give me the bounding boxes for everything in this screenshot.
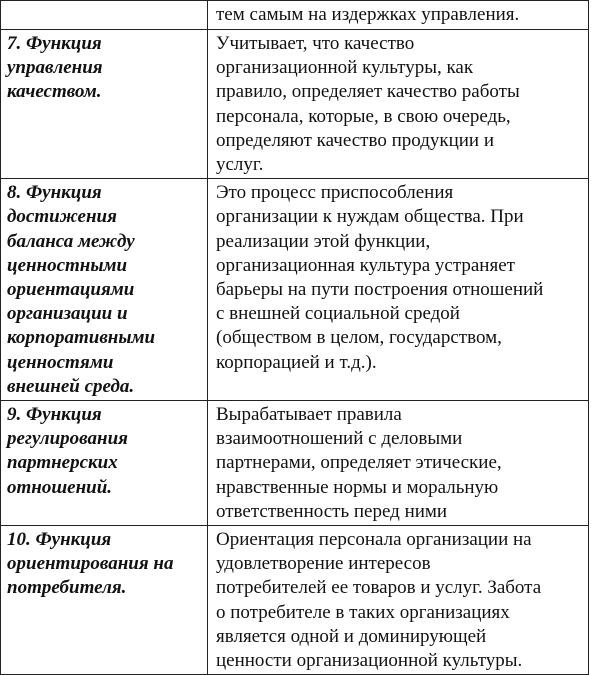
description-line: нравственные нормы и моральную: [216, 476, 499, 498]
function-description-cell: [208, 30, 589, 179]
description-line: взаимоотношений с деловыми: [216, 428, 463, 450]
function-description-cell: [208, 1, 589, 30]
function-title-line: достижения: [7, 206, 117, 228]
description-line: с внешней социальной средой: [216, 303, 460, 325]
table-row: [1, 1, 589, 30]
function-title-line: ориентациями: [7, 279, 135, 301]
description-line: ответственность перед ними: [216, 500, 448, 522]
table-row: [1, 526, 589, 675]
function-title-line: баланса между: [7, 230, 135, 252]
function-name-cell: [1, 30, 208, 179]
function-name-cell: [1, 179, 208, 401]
function-title-line: ориентирования на: [7, 553, 174, 575]
function-name-cell: [1, 1, 208, 30]
description-line: ценности организационной культуры.: [216, 650, 523, 672]
function-description-cell: [208, 401, 589, 526]
description-line: удовлетворение интересов: [216, 553, 431, 575]
description-line: реализации этой функции,: [216, 230, 431, 252]
function-description-cell: [208, 179, 589, 401]
function-name-cell: [1, 401, 208, 526]
function-title-line: управления: [7, 57, 103, 79]
description-line: организации к нуждам общества. При: [216, 206, 524, 228]
function-title-line: потребителя.: [7, 577, 127, 599]
description-line: услуг.: [216, 154, 264, 176]
function-description-cell: [208, 526, 589, 675]
description-line: определяют качество продукции и: [216, 129, 495, 151]
description-line: Это процесс приспособления: [216, 182, 454, 204]
function-title-line: ценностями: [7, 351, 114, 373]
function-title-line: партнерских: [7, 452, 118, 474]
function-title-line: внешней среда.: [7, 375, 135, 397]
description-line: корпорацией и т.д.).: [216, 351, 377, 373]
function-title-line: 8. Функция: [7, 182, 102, 204]
table-row: [1, 401, 589, 526]
table-row: [1, 179, 589, 401]
description-line: правило, определяет качество работы: [216, 81, 520, 103]
description-line: (обществом в целом, государством,: [216, 327, 502, 349]
function-title-line: организации и: [7, 303, 128, 325]
description-line: персонала, которые, в свою очередь,: [216, 105, 511, 127]
function-title-line: 9. Функция: [7, 404, 102, 426]
description-line: Учитывает, что качество: [216, 33, 415, 54]
function-title-line: 10. Функция: [7, 529, 112, 551]
description-line: партнерами, определяет этические,: [216, 452, 502, 474]
description-line: организационной культуры, как: [216, 57, 474, 79]
description-line: является одной и доминирующей: [216, 625, 487, 647]
function-title-line: ценностными: [7, 254, 128, 276]
table-row: [1, 30, 589, 179]
description-line: потребителей ее товаров и услуг. Забота: [216, 577, 542, 599]
function-title-line: качеством.: [7, 81, 102, 103]
function-title-line: 7. Функция: [7, 33, 102, 54]
function-title-line: отношений.: [7, 476, 113, 498]
function-name-cell: [1, 526, 208, 675]
description-line: о потребителе в таких организациях: [216, 601, 510, 623]
description-line: Ориентация персонала организации на: [216, 529, 532, 551]
description-line: тем самым на издержках управления.: [216, 4, 520, 25]
function-title-line: регулирования: [7, 428, 128, 450]
description-line: Вырабатывает правила: [216, 404, 402, 426]
description-line: барьеры на пути построения отношений: [216, 279, 544, 301]
function-title-line: корпоративными: [7, 327, 156, 349]
description-line: организационная культура устраняет: [216, 254, 515, 276]
